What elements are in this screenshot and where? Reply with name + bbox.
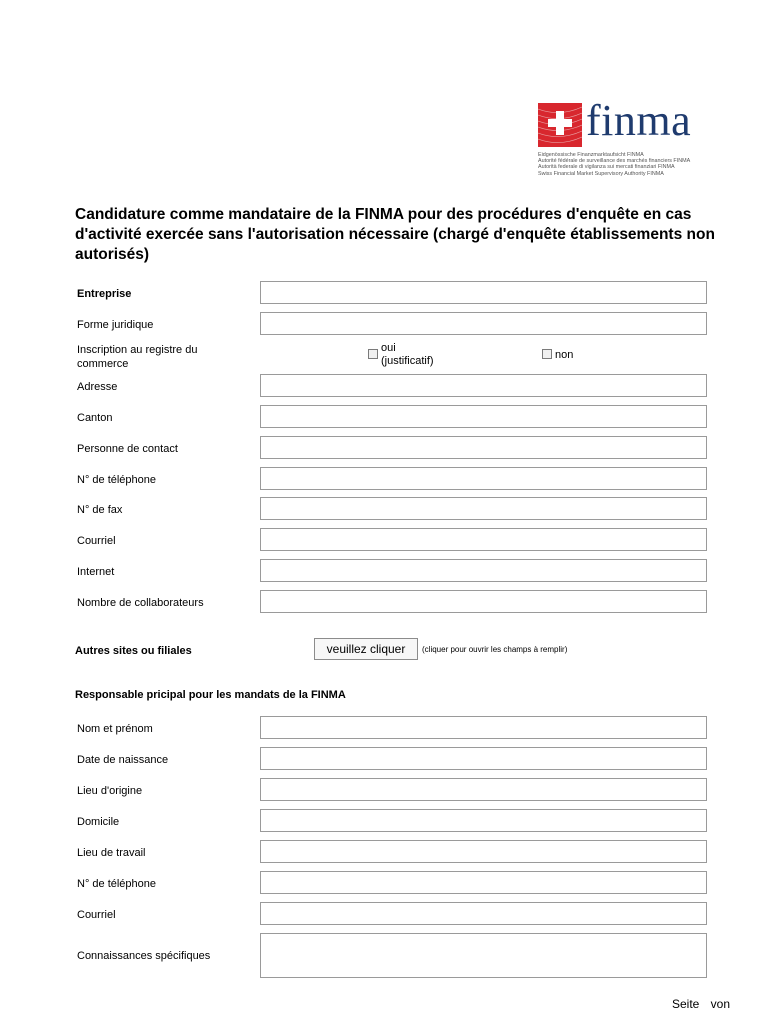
label-fax: N° de fax — [77, 504, 123, 516]
finma-logo — [538, 96, 728, 183]
label-adresse: Adresse — [77, 381, 118, 393]
nom-prenom-field[interactable] — [260, 716, 707, 739]
naissance-field[interactable] — [260, 747, 707, 770]
swiss-cross-icon — [538, 103, 582, 147]
label-nom-prenom: Nom et prénom — [77, 723, 153, 735]
label-telephone: N° de téléphone — [77, 474, 157, 486]
adresse-field[interactable] — [260, 374, 707, 397]
telephone-field[interactable] — [260, 467, 707, 490]
label-forme-juridique: Forme juridique — [77, 319, 154, 331]
non-checkbox[interactable] — [542, 349, 552, 359]
label-resp-telephone: N° de téléphone — [77, 878, 157, 890]
label-internet: Internet — [77, 566, 115, 578]
label-inscription: Inscription au registre du commerce — [77, 344, 198, 370]
label-origine: Lieu d'origine — [77, 785, 143, 797]
contact-field[interactable] — [260, 436, 707, 459]
canton-field[interactable] — [260, 405, 707, 428]
label-lieu-travail: Lieu de travail — [77, 847, 146, 859]
forme-juridique-field[interactable] — [260, 312, 707, 335]
origine-field[interactable] — [260, 778, 707, 801]
oui-label: oui (justificatif) — [381, 342, 434, 367]
autres-hint: (cliquer pour ouvrir les champs à remplir) — [422, 645, 568, 654]
label-entreprise: Entreprise — [77, 288, 132, 300]
label-canton: Canton — [77, 412, 113, 424]
responsable-heading: Responsable pricipal pour les mandats de la FINMA — [75, 689, 346, 701]
label-naissance: Date de naissance — [77, 754, 169, 766]
fax-field[interactable] — [260, 497, 707, 520]
label-resp-courriel: Courriel — [77, 909, 116, 921]
lieu-travail-field[interactable] — [260, 840, 707, 863]
courriel-field[interactable] — [260, 528, 707, 551]
label-contact: Personne de contact — [77, 443, 178, 455]
label-courriel: Courriel — [77, 535, 116, 547]
veuillez-cliquer-button[interactable]: veuillez cliquer — [314, 638, 418, 660]
logo-subtitle: Eidgenössische Finanzmarktaufsicht FINMA Autorité fédérale de surveillance des marchés financiers FINMA Autorità federale di vigilanza sui mercati finanziari FINMA Swiss Financial Market Supervisory Authority FINMA — [538, 152, 691, 177]
collaborateurs-field[interactable] — [260, 590, 707, 613]
oui-checkbox[interactable] — [368, 349, 378, 359]
domicile-field[interactable] — [260, 809, 707, 832]
label-connaissances: Connaissances spécifiques — [77, 950, 211, 962]
page-title: Candidature comme mandataire de la FINMA pour des procédures d'enquête en cas d'activité exercée sans l'autorisation nécessaire (chargé d'enquête établissements non autorisés) — [75, 206, 715, 263]
connaissances-field[interactable] — [260, 933, 707, 978]
page-counter: Seite von — [672, 997, 731, 1011]
label-domicile: Domicile — [77, 816, 120, 828]
label-collaborateurs: Nombre de collaborateurs — [77, 597, 204, 609]
internet-field[interactable] — [260, 559, 707, 582]
logo-wordmark: finma — [586, 96, 692, 145]
entreprise-field[interactable] — [260, 281, 707, 304]
non-label: non — [555, 349, 574, 361]
resp-telephone-field[interactable] — [260, 871, 707, 894]
resp-courriel-field[interactable] — [260, 902, 707, 925]
label-autres-sites: Autres sites ou filiales — [75, 645, 192, 657]
